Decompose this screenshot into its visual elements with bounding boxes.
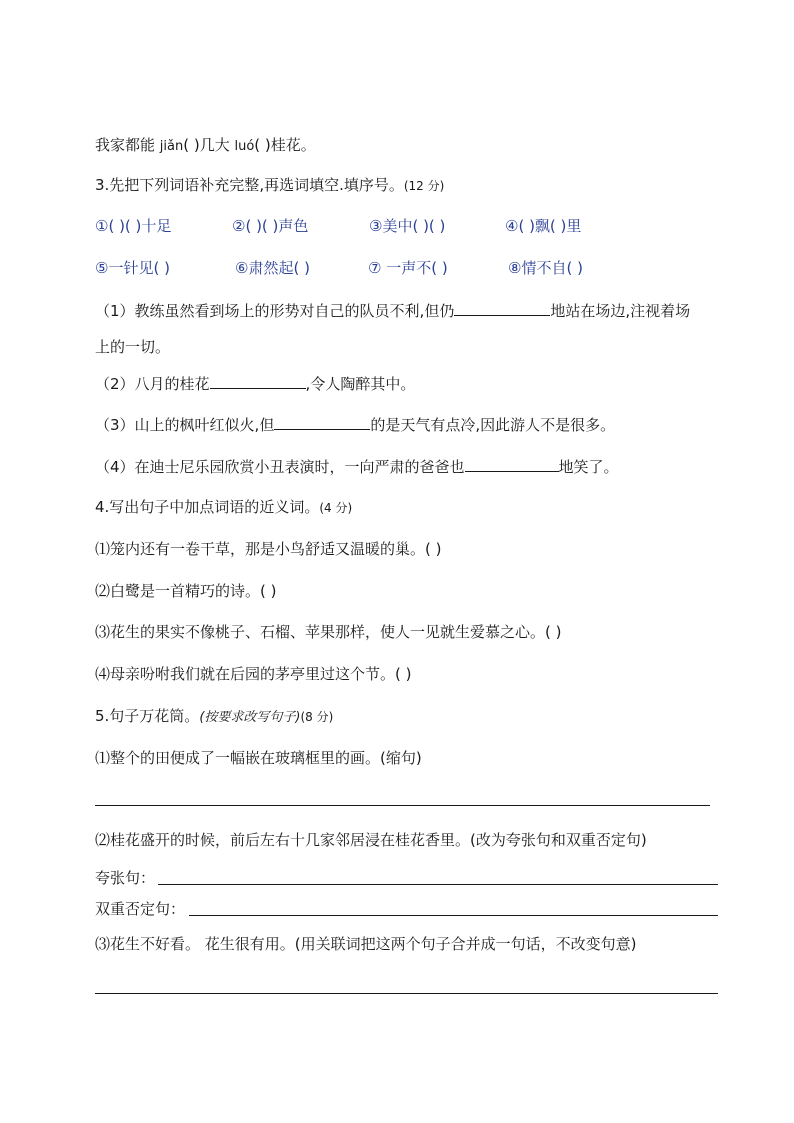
q3-title-text: 3.先把下列词语补充完整,再选词填空.填序号。 [95, 176, 404, 194]
idiom-4: ④( )飘( )里 [505, 217, 582, 235]
q3-s3-text-a: （3）山上的枫叶红似火,但 [95, 416, 275, 434]
q4-title [95, 497, 352, 518]
q3-s3-text-b: 的是天气有点冷,因此游人不是很多。 [370, 416, 616, 434]
q3-s4-text-a: （4）在迪士尼乐园欣赏小丑表演时，一向严肃的爸爸也 [95, 458, 465, 476]
pinyin-line-text-1: 我家都能 [95, 136, 160, 154]
q3-idioms-row-2 [95, 258, 583, 278]
idiom-8: ⑧情不自( ) [508, 259, 583, 277]
q3-s3-blank[interactable] [274, 414, 370, 430]
q3-s4-blank[interactable] [465, 456, 559, 472]
exaggeration-label: 夸张句： [95, 869, 156, 887]
q5-answer-line-1[interactable] [95, 805, 710, 806]
q4-item-4: ⑷母亲吩咐我们就在后园的茅亭里过这个节。( ) [95, 665, 412, 683]
q3-s1-text-b: 地站在场边,注视着场 [550, 302, 691, 320]
q4-score: (4 分) [319, 501, 353, 515]
pinyin-fill-line [95, 135, 316, 157]
idiom-6: ⑥肃然起( ) [235, 259, 310, 277]
q3-s2-text-a: （2）八月的桂花 [95, 375, 210, 393]
idiom-7: ⑦ 一声不( ) [368, 259, 448, 277]
q3-sentence-1 [95, 300, 690, 321]
q3-sentence-3 [95, 414, 615, 435]
q3-title [95, 175, 444, 196]
q3-s2-text-b: ,令人陶醉其中。 [305, 375, 416, 393]
q5-item-1: ⑴整个的田便成了一幅嵌在玻璃框里的画。(缩句) [95, 749, 422, 767]
q5-score: (8 分) [300, 710, 334, 724]
q3-s1-text-a: （1）教练虽然看到场上的形势对自己的队员不利,但仍 [95, 302, 455, 320]
q5-title [95, 706, 333, 728]
q3-s4-text-b: 地笑了。 [558, 458, 619, 476]
idiom-3: ③美中( )( ) [369, 217, 446, 235]
double-negative-answer-line[interactable] [189, 915, 718, 916]
q5-item-2: ⑵桂花盛开的时候，前后左右十几家邻居浸在桂花香里。(改为夸张句和双重否定句) [95, 831, 647, 849]
idiom-1: ①( )( )十足 [95, 217, 172, 235]
q3-score: (12 分) [403, 179, 445, 193]
pinyin-line-text-3: ( )桂花。 [254, 136, 316, 154]
q3-s2-blank[interactable] [210, 373, 306, 389]
q4-title-text: 4.写出句子中加点词语的近义词。 [95, 498, 320, 516]
q3-sentence-4 [95, 456, 619, 477]
exaggeration-answer-line[interactable] [158, 884, 718, 885]
q3-s1-text-c: 上的一切。 [95, 338, 171, 356]
q4-item-1: ⑴笼内还有一卷干草，那是小鸟舒适又温暖的巢。( ) [95, 540, 442, 558]
pinyin-line-text-2: ( )几大 [183, 136, 235, 154]
q3-idioms-row-1 [95, 216, 581, 236]
q5-title-text: 5.句子万花筒。 [95, 707, 200, 725]
q3-sentence-1-cont [95, 337, 170, 357]
pinyin-jian: jiǎn [159, 139, 184, 154]
idiom-5: ⑤一针见( ) [95, 259, 170, 277]
q4-item-2: ⑵白鹭是一首精巧的诗。( ) [95, 582, 277, 600]
double-negative-label: 双重否定句： [95, 900, 186, 918]
idiom-2: ②( )( )声色 [232, 217, 309, 235]
q5-answer-line-3[interactable] [95, 993, 718, 994]
pinyin-luo: luó [234, 139, 255, 154]
q3-s1-blank[interactable] [454, 300, 550, 316]
q5-item-3: ⑶花生不好看。 花生很有用。(用关联词把这两个句子合并成一句话，不改变句意) [95, 935, 637, 953]
q3-sentence-2 [95, 373, 415, 394]
q4-item-3: ⑶花生的果实不像桃子、石榴、苹果那样，使人一见就生爱慕之心。( ) [95, 623, 562, 641]
q5-requirement: (按要求改写句子) [199, 710, 301, 725]
